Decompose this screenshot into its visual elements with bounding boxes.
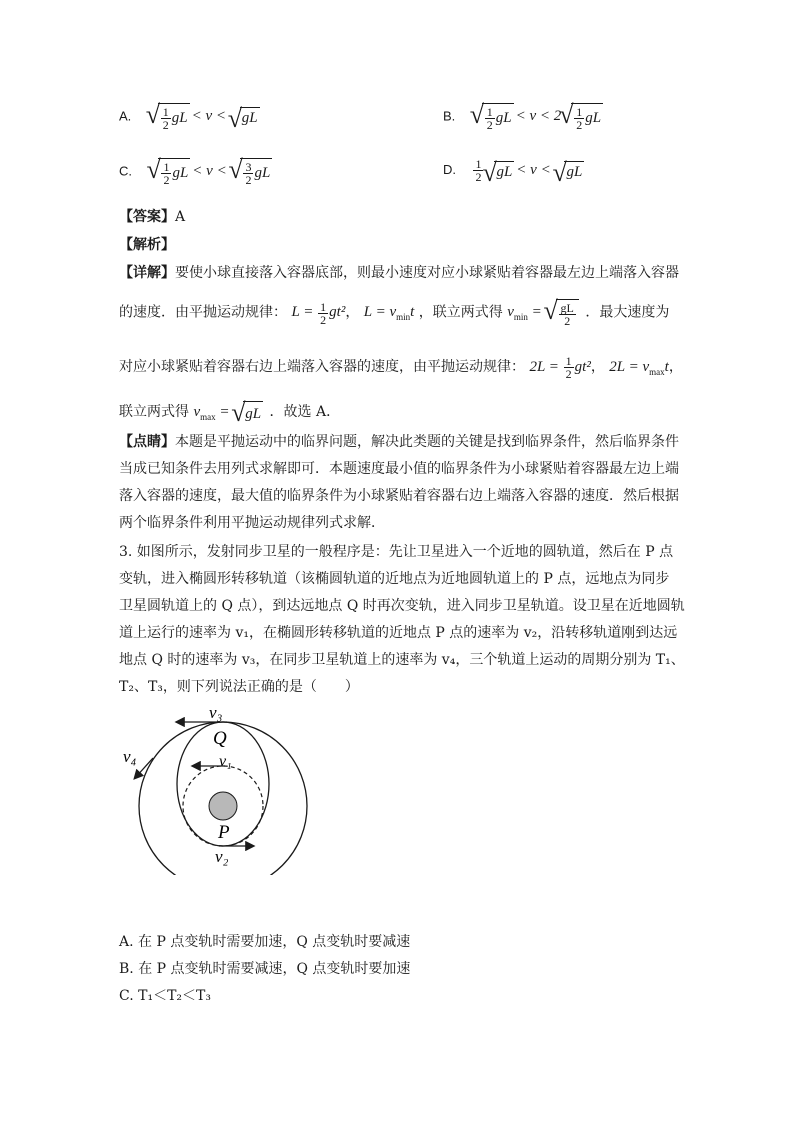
option-a-label: A. <box>119 108 132 124</box>
comment-line-1 <box>119 432 679 452</box>
label-v1: v₁ <box>219 753 232 770</box>
comment-line-4: 两个临界条件利用平抛运动规律列式求解． <box>119 515 385 531</box>
q3-line-3: 卫星圆轨道上的 Q 点），到达远地点 Q 时再次变轨，进入同步卫星轨道。设卫星在近地圆轨 <box>119 598 685 614</box>
q3-choice-b: B. 在 P 点变轨时需要减速，Q 点变轨时要加速 <box>119 961 411 977</box>
label-q: Q <box>213 728 227 749</box>
comment-text-1: 本题是平抛运动中的临界问题，解决此类题的关键是找到临界条件，然后临界条件 <box>175 434 679 450</box>
q3-line-6: T₂、T₃，则下列说法正确的是（ ） <box>119 679 359 695</box>
label-p: P <box>218 822 230 843</box>
option-d-label: D. <box>443 161 456 177</box>
earth <box>209 792 237 820</box>
q3-line-1: 3. 如图所示，发射同步卫星的一般程序是：先让卫星进入一个近地的圆轨道，然后在 P 点 <box>119 544 674 560</box>
detail-text-2a: 的速度．由平抛运动规律： <box>119 304 287 321</box>
formula-2l-half-gt2: 2L = $\frac{1}{2}$ gt² <box>529 354 591 381</box>
detail-text-2b: ，联立两式得 <box>418 304 503 321</box>
answer-tag: 【答案】 <box>119 209 175 225</box>
orbit-diagram <box>115 700 315 875</box>
comment-line-3: 落入容器的速度，最大值的临界条件为小球紧贴着容器右边上端落入容器的速度．然后根据 <box>119 488 679 504</box>
detail-line-1 <box>119 263 679 283</box>
option-a <box>119 103 262 131</box>
q3-choice-a: A. 在 P 点变轨时需要加速，Q 点变轨时要减速 <box>119 934 411 950</box>
option-c-expr: √ $\frac{1}{2}$ gL < v < √ $\frac{3}{2}$ gL <box>148 163 274 179</box>
detail-tag: 【详解】 <box>119 265 175 281</box>
q3-line-4: 道上运行的速率为 v₁，在椭圆形转移轨道的近地点 P 点的速率为 v₂，沿转移轨道刚到达远 <box>119 625 678 641</box>
comment-tag: 【点睛】 <box>119 434 175 450</box>
detail-text-1: 要使小球直接落入容器底部，则最小速度对应小球紧贴着容器最左边上端落入容器 <box>175 265 679 281</box>
detail-text-3a: 对应小球紧贴着容器右边上端落入容器的速度，由平抛运动规律： <box>119 358 525 375</box>
detail-text-4b: ．故选 A． <box>269 403 341 420</box>
formula-vmin: $v_{min}$ = √ $\frac{gL}{2}$ <box>507 304 581 320</box>
q3-line-5: 地点 Q 时的速率为 v₃，在同步卫星轨道上的速率为 v₄，三个轨道上运动的周期分别为 T₁、 <box>119 652 685 668</box>
v4-arrow <box>135 758 153 778</box>
comment-line-2: 当成已知条件去用列式求解即可．本题速度最小值的临界条件为小球紧贴着容器最左边上端 <box>119 461 679 477</box>
option-d-expr: $\frac{1}{2}$ √ gL < v < √ gL <box>472 162 586 178</box>
detail-text-2c: ．最大速度为 <box>585 304 670 321</box>
answer-value: A <box>175 209 186 225</box>
option-b-label: B. <box>443 108 456 124</box>
detail-text-4a: 联立两式得 <box>119 403 189 420</box>
answer-line <box>119 207 185 227</box>
option-c-label: C. <box>119 163 132 179</box>
option-d <box>443 158 586 183</box>
label-v2: v₂ <box>215 847 229 866</box>
q3-choice-c: C. T₁＜T₂＜T₃ <box>119 988 211 1004</box>
option-b-expr: √ $\frac{1}{2}$ gL < v < 2 √ $\frac{1}{2}$ gL <box>472 108 605 124</box>
option-b <box>443 103 605 131</box>
formula-2l-vmax-t: $2L = v_{max}t$ <box>609 358 669 377</box>
analysis-tag: 【解析】 <box>119 237 175 253</box>
analysis-line <box>119 235 175 255</box>
label-v3: v₃ <box>209 703 223 722</box>
formula-l-half-gt2: L = $\frac{1}{2}$ gt² <box>291 299 346 327</box>
detail-line-2: 的速度．由平抛运动规律： L = $\frac{1}{2}$ gt²， $L = v_{min}t$ ，联立两式得 $v_{min}$ = √ $\frac{gL}{2}$ ．最大速度为 <box>119 299 669 327</box>
detail-line-3: 对应小球紧贴着容器右边上端落入容器的速度，由平抛运动规律： 2L = $\frac{1}{2}$ gt²， $2L = v_{max}t$， <box>119 354 683 381</box>
option-c <box>119 158 274 186</box>
option-a-expr: √ $\frac{1}{2}$ gL < v < √ gL <box>148 108 262 124</box>
formula-l-vmin-t: $L = v_{min}t$ <box>363 304 415 323</box>
q3-line-2: 变轨，进入椭圆形转移轨道（该椭圆轨道的近地点为近地圆轨道上的 P 点，远地点为同步 <box>119 571 670 587</box>
detail-line-4 <box>119 401 340 427</box>
label-v4: v₄ <box>123 747 137 766</box>
formula-vmax: $v_{max}$ = √ gL <box>193 404 265 420</box>
